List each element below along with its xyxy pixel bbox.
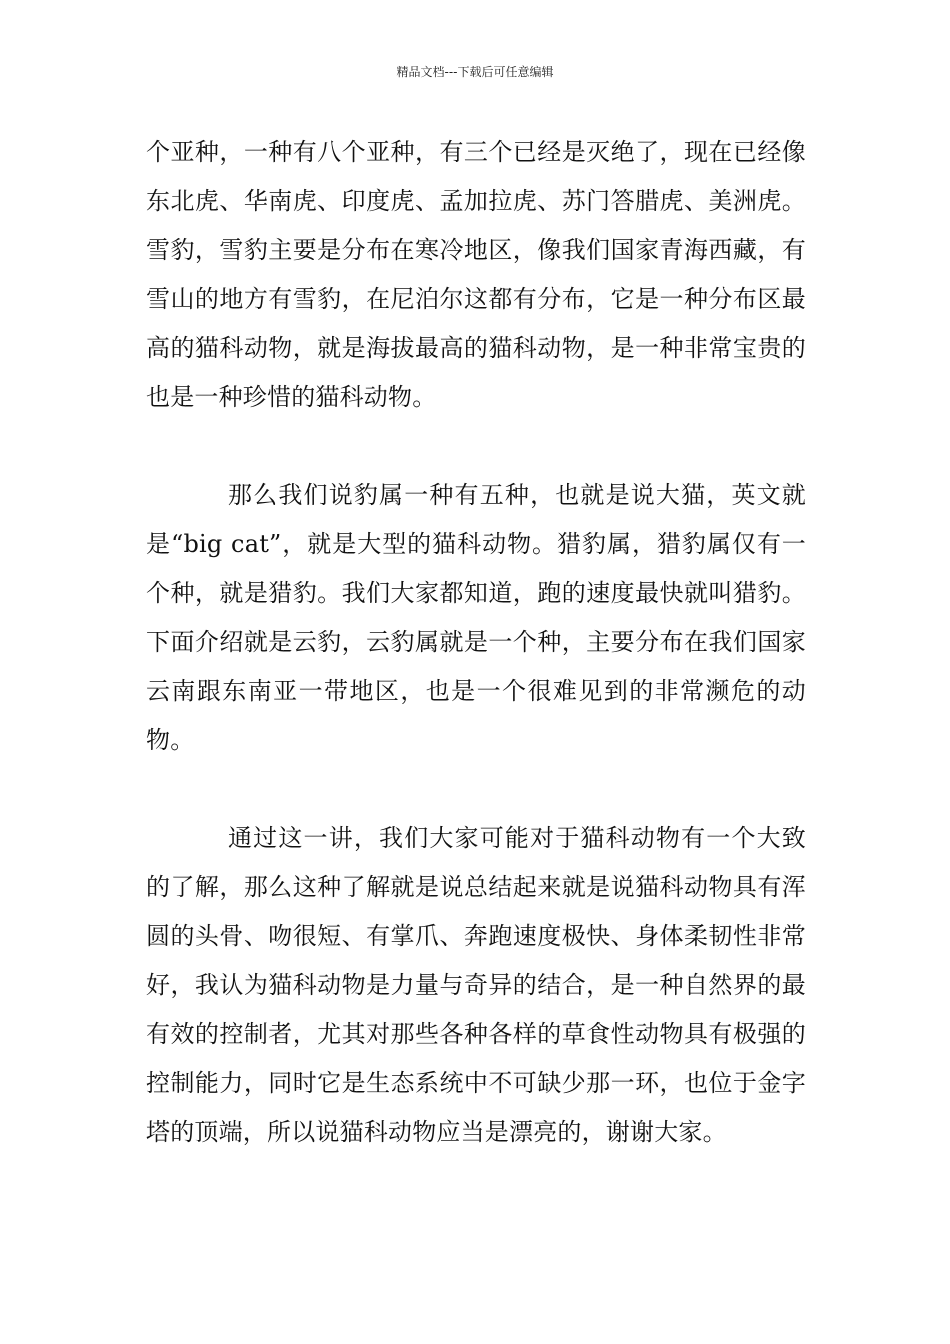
page-header: 精品文档---下载后可任意编辑 (396, 65, 554, 79)
paragraph-gap (146, 765, 806, 814)
paragraph-gap (146, 422, 806, 471)
document-body (146, 128, 806, 1157)
paragraph-2: 那么我们说豹属一种有五种，也就是说大猫，英文就是“big cat”，就是大型的猫科动物。猎豹属，猎豹属仅有一个种，就是猎豹。我们大家都知道，跑的速度最快就叫猎豹。下面介绍就是云豹，云豹属就是一个种，主要分布在我们国家云南跟东南亚一带地区，也是一个很难见到的非常濒危的动物。 (146, 481, 806, 754)
paragraph-1: 个亚种，一种有八个亚种，有三个已经是灭绝了，现在已经像东北虎、华南虎、印度虎、孟加拉虎、苏门答腊虎、美洲虎。雪豹，雪豹主要是分布在寒冷地区，像我们国家青海西藏，有雪山的地方有雪豹，在尼泊尔这都有分布，它是一种分布区最高的猫科动物，就是海拔最高的猫科动物，是一种非常宝贵的也是一种珍惜的猫科动物。 (146, 138, 806, 411)
paragraph-3: 通过这一讲，我们大家可能对于猫科动物有一个大致的了解，那么这种了解就是说总结起来就是说猫科动物具有浑圆的头骨、吻很短、有掌爪、奔跑速度极快、身体柔韧性非常好，我认为猫科动物是力量与奇异的结合，是一种自然界的最有效的控制者，尤其对那些各种各样的草食性动物具有极强的控制能力，同时它是生态系统中不可缺少那一环，也位于金字塔的顶端，所以说猫科动物应当是漂亮的，谢谢大家。 (146, 824, 806, 1146)
